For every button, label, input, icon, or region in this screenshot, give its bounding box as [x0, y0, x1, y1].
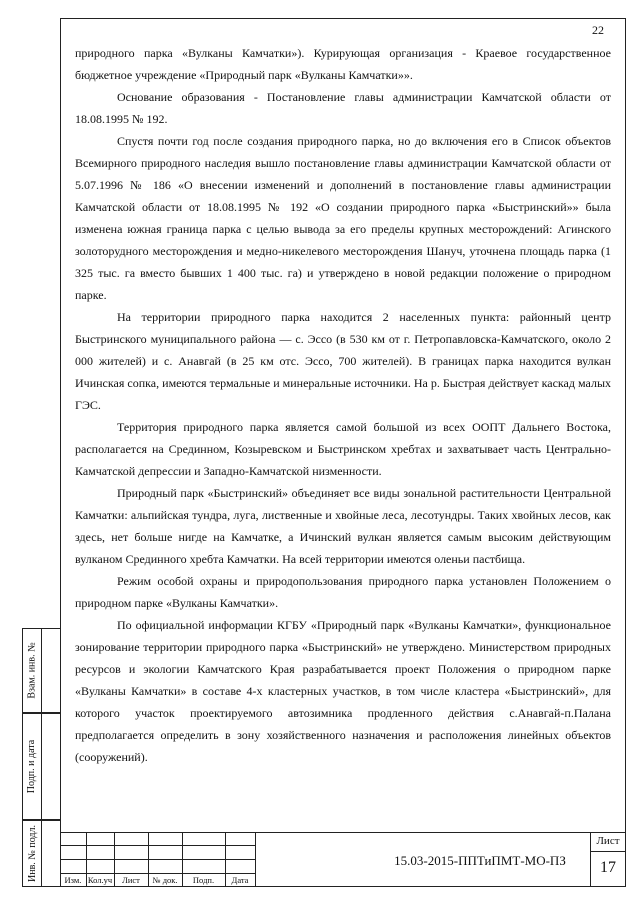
side-stamp-inventory	[22, 820, 60, 887]
column-header: Лист	[122, 875, 140, 885]
title-block	[60, 832, 626, 887]
side-stamp-signature	[22, 713, 60, 820]
paragraph: На территории природного парка находится 2 населенных пункта: районный центр Быстринского муниципального района — с. Эссо (в 530 км от г. Петропавловска-Камчатского, около 2 000 жителей) и с. Анавгай (в 25 км отс. Эссо, 700 жителей). В границах парка находится вулкан Ичинская сопка, имеются термальные и минеральные источники. На р. Быстрая действует каскад малых ГЭС.	[75, 310, 611, 412]
sheet-label: Лист	[596, 835, 620, 847]
page-number: 22	[592, 23, 604, 37]
document-code: 15.03-2015-ППТиПМТ-МО-ПЗ	[394, 853, 566, 868]
side-stamp-label: Взам. инв. №	[26, 642, 38, 699]
paragraph: Территория природного парка является самой большой из всех ООПТ Дальнего Востока, располагается на Срединном, Козыревском и Быстринском хребтах и захватывает часть Центрально-Камчатской депрессии и Западно-Камчатской низменности.	[75, 420, 611, 478]
side-stamp-replacement	[22, 628, 60, 713]
side-stamp-label: Подп. и дата	[26, 739, 38, 794]
column-header: Дата	[231, 875, 249, 885]
column-header: № док.	[152, 875, 178, 885]
column-header: Изм.	[64, 875, 82, 885]
paragraph: Режим особой охраны и природопользования природного парка установлен Положением о природном парке «Вулканы Камчатки».	[75, 574, 611, 610]
column-header: Кол.уч	[87, 875, 113, 885]
paragraph: природного парка «Вулканы Камчатки»). Курирующая организация - Краевое государственное бюджетное учреждение «Природный парк «Вулканы Камчатки»».	[75, 46, 611, 82]
paragraph: Природный парк «Быстринский» объединяет все виды зональной растительности Центральной Камчатки: альпийская тундра, луга, лиственные и хвойные леса, лесотундры. Таких хвойных лесов, как здесь, нет больше нигде на Камчатке, а Ичинский вулкан является самым высоким действующим вулканом Срединного хребта Камчатки. На всей территории имеются оленьи пастбища.	[75, 486, 611, 566]
document-body	[75, 42, 611, 768]
column-header: Подп.	[192, 875, 215, 885]
paragraph: Спустя почти год после создания природного парка, но до включения его в Список объектов Всемирного природного наследия вышло постановление главы администрации Камчатской области от 5.07.1996 № 186 «О внесении изменений и дополнений в постановление главы администрации Камчатской области от 18.08.1995 № 192 «О создании природного парка «Быстринский»» была изменена южная граница парка с целью вывода за его пределы крупных месторождений: Агинского золоторудного месторождения и медно-никелевого месторождения Шануч, уточнена площадь парка (1 325 тыс. га вместо бывших 1 400 тыс. га) и утверждено в новой редакции положение о природном парке.	[75, 134, 611, 302]
sheet-number: 17	[600, 859, 616, 876]
paragraph: По официальной информации КГБУ «Природный парк «Вулканы Камчатки», функциональное зонирование территории природного парка «Быстринский» не утверждено. Министерством природных ресурсов и экологии Камчатского Края разрабатывается проект Положения о природном парке «Вулканы Камчатки» в составе 4-х кластерных участков, в том числе кластера «Быстринский», для которого участок проектируемого автозимника продленного действия с.Анавгай-п.Палана предполагается определить в зону хозяйственного назначения и расположения линейных объектов (сооружений).	[75, 618, 611, 764]
side-stamp-label: Инв. № подл.	[26, 825, 38, 882]
paragraph: Основание образования - Постановление главы администрации Камчатской области от 18.08.1995 № 192.	[75, 90, 611, 126]
